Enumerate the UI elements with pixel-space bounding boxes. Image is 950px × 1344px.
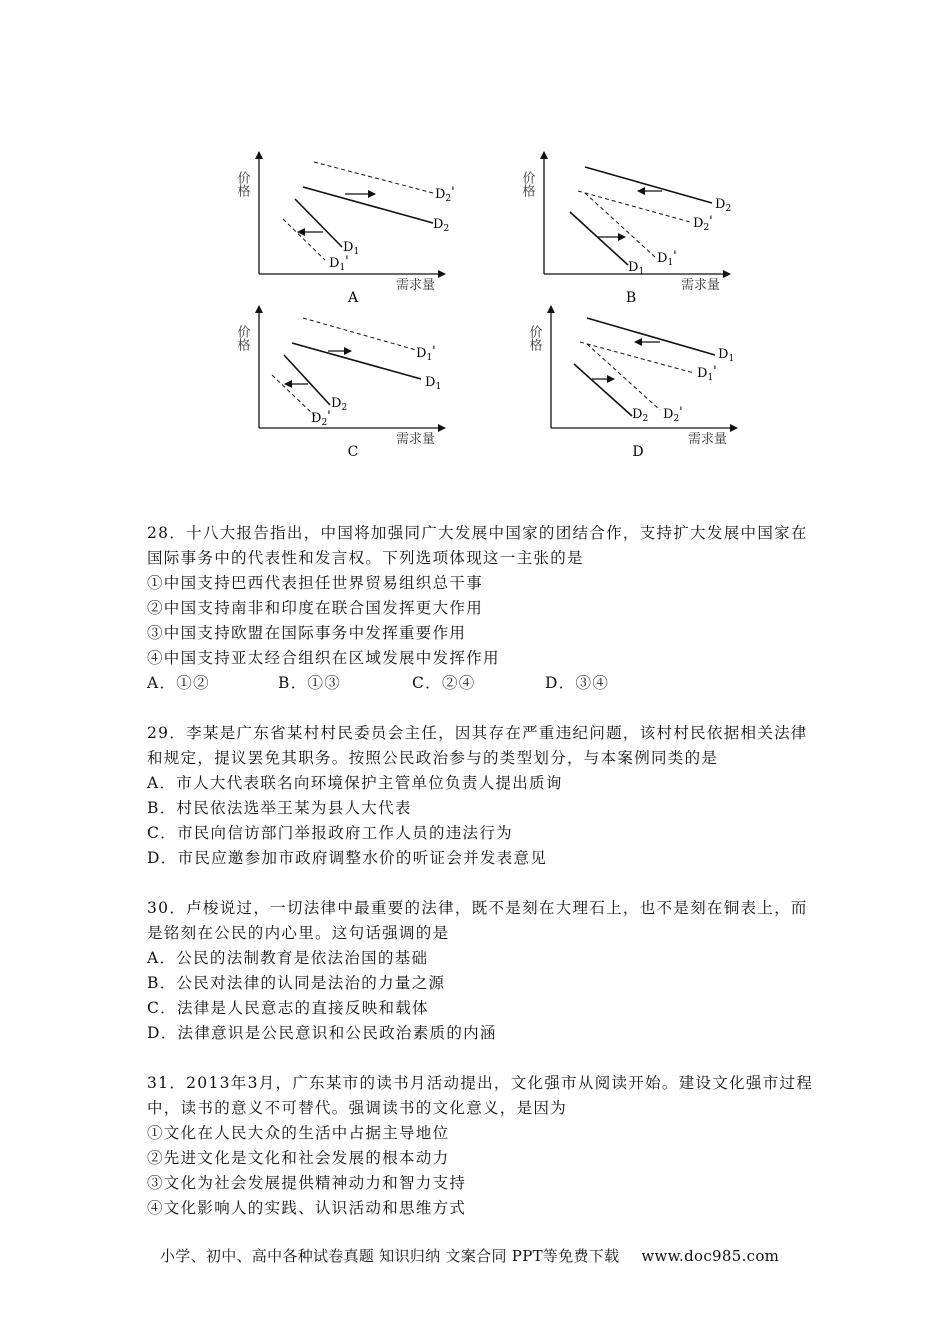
curve-label-subscript: 2	[642, 414, 649, 424]
question-line: 是铭刻在公民的内心里。这句话强调的是	[147, 924, 450, 942]
curve-label-base: D	[343, 240, 354, 255]
option-c: C．市民向信访部门举报政府工作人员的违法行为	[147, 824, 513, 842]
shifted-demand-curve	[283, 219, 325, 260]
curve-label-subscript: 1	[638, 267, 645, 277]
statement-3: ③中国支持欧盟在国际事务中发挥重要作用	[147, 624, 467, 642]
curve-label-base: D	[311, 411, 322, 426]
curve-label-base: D	[416, 346, 427, 361]
x-axis-label: 需求量	[396, 278, 436, 293]
demand-curve	[303, 187, 433, 223]
curve-label	[329, 254, 349, 273]
question-area	[147, 521, 827, 1246]
question-line: 29．李某是广东省某村村民委员会主任，因其存在严重违纪问题，该村村民依据相关法律	[147, 724, 808, 742]
question-30	[147, 896, 827, 1046]
curve-label	[416, 344, 436, 363]
x-axis-label: 需求量	[688, 432, 728, 447]
question-31	[147, 1071, 827, 1221]
curve-label-base: D	[697, 366, 708, 381]
question-line: 28．十八大报告指出，中国将加强同广大发展中国家的团结合作，支持扩大发展中国家在	[147, 524, 808, 542]
shifted-demand-curve	[303, 318, 416, 350]
demand-curve	[587, 318, 715, 355]
curve-label-base: D	[657, 251, 668, 266]
shifted-demand-curve	[578, 191, 690, 222]
curve-label	[628, 260, 644, 277]
demand-curve	[284, 355, 330, 405]
curve-label-prime: '	[451, 185, 455, 200]
y-axis-label: 价格	[234, 325, 250, 351]
curve-label-subscript: 2	[443, 224, 450, 234]
question-line: 和规定，提议罢免其职务。按照公民政治参与的类型划分，与本案例同类的是	[147, 749, 719, 767]
option-a: A．市人大代表联名向环境保护主管单位负责人提出质询	[147, 774, 563, 792]
question-28	[147, 521, 827, 696]
curve-label-subscript: 2	[703, 223, 710, 233]
panel-d	[527, 306, 738, 460]
option-c: C．法律是人民意志的直接反映和载体	[147, 999, 429, 1017]
option-a: A．公民的法制教育是依法治国的基础	[147, 949, 429, 967]
curve-label-subscript: 1	[728, 354, 735, 364]
curve-label-subscript: 1	[353, 247, 360, 257]
x-axis-label: 需求量	[681, 278, 721, 293]
footer-text: 小学、初中、高中各种试卷真题 知识归纳 文案合同 PPT等免费下载	[160, 1247, 620, 1265]
panel-caption: B	[625, 290, 637, 306]
curve-label-base: D	[329, 256, 340, 271]
curve-label-subscript: 1	[435, 382, 442, 392]
curve-label	[425, 375, 441, 392]
option-d: D．③④	[545, 674, 610, 692]
demand-curve	[295, 199, 342, 247]
shifted-demand-curve	[314, 162, 433, 193]
statement-3: ③文化为社会发展提供精神动力和智力支持	[147, 1174, 467, 1192]
curve-label-base: D	[693, 216, 704, 231]
curve-label	[331, 396, 347, 413]
curve-label-subscript: 1	[667, 258, 674, 268]
question-line: 中，读书的意义不可替代。强调读书的文化意义，是因为	[147, 1099, 568, 1117]
demand-curve	[585, 167, 712, 203]
panel-a	[235, 152, 455, 306]
curve-label	[435, 185, 455, 204]
statement-2: ②先进文化是文化和社会发展的根本动力	[147, 1149, 450, 1167]
curve-label-prime: '	[345, 254, 349, 269]
option-d: D．市民应邀参加市政府调整水价的听证会并发表意见	[147, 849, 548, 867]
statement-2: ②中国支持南非和印度在联合国发挥更大作用	[147, 599, 484, 617]
demand-curve	[292, 343, 421, 379]
panel-caption: A	[347, 290, 359, 306]
curve-label-subscript: 2	[445, 194, 452, 204]
curve-label-prime: '	[679, 405, 683, 420]
curve-label-base: D	[331, 396, 342, 411]
statement-4: ④文化影响人的实践、认识活动和思维方式	[147, 1199, 467, 1217]
x-axis-label: 需求量	[396, 432, 436, 447]
curve-label-prime: '	[709, 214, 713, 229]
curve-label	[715, 197, 731, 214]
demand-curve	[570, 212, 628, 265]
curve-label-base: D	[628, 260, 639, 275]
option-b: B．公民对法律的认同是法治的力量之源	[147, 974, 446, 992]
statement-1: ①中国支持巴西代表担任世界贸易组织总干事	[147, 574, 484, 592]
curve-label	[632, 407, 648, 424]
curve-label	[311, 409, 331, 428]
y-axis-label: 价格	[526, 325, 542, 351]
curve-label-base: D	[663, 407, 674, 422]
answer-options	[147, 671, 827, 696]
panel-caption: D	[632, 444, 644, 460]
footer	[160, 1245, 779, 1266]
demand-curve	[574, 364, 632, 416]
curve-label-base: D	[433, 217, 444, 232]
curve-label	[433, 217, 449, 234]
footer-url[interactable]: www.doc985.com	[641, 1247, 780, 1265]
y-axis-label: 价格	[234, 171, 250, 197]
panel-c	[235, 306, 446, 460]
question-29	[147, 721, 827, 871]
curve-label-subscript: 1	[339, 263, 346, 273]
curve-label-subscript: 1	[707, 373, 714, 383]
question-line: 31．2013年3月，广东某市的读书月活动提出，文化强市从阅读开始。建设文化强市过程	[147, 1074, 814, 1092]
curve-label-prime: '	[327, 409, 331, 424]
option-c: C．②④	[412, 674, 476, 692]
curve-label-base: D	[425, 375, 436, 390]
curve-label-subscript: 1	[426, 353, 433, 363]
curve-label	[693, 214, 713, 233]
curve-label-base: D	[632, 407, 643, 422]
curve-label	[697, 364, 717, 383]
curve-label-subscript: 2	[321, 418, 328, 428]
curve-label-subscript: 2	[673, 414, 680, 424]
question-line: 30．卢梭说过，一切法律中最重要的法律，既不是刻在大理石上，也不是刻在铜表上，而	[147, 899, 808, 917]
curve-label-subscript: 2	[341, 403, 348, 413]
curve-label-base: D	[715, 197, 726, 212]
panel-caption: C	[347, 444, 359, 460]
curve-label-base: D	[435, 187, 446, 202]
option-d: D．法律意识是公民意识和公民政治素质的内涵	[147, 1024, 497, 1042]
curve-label-prime: '	[673, 249, 677, 264]
y-axis-label: 价格	[519, 171, 535, 197]
question-line: 国际事务中的代表性和发言权。下列选项体现这一主张的是	[147, 549, 584, 567]
curve-label-base: D	[718, 347, 729, 362]
option-b: B．村民依法选举王某为县人大代表	[147, 799, 412, 817]
curve-label	[663, 405, 683, 424]
curve-label-prime: '	[432, 344, 436, 359]
option-b: B．①③	[278, 674, 342, 692]
curve-label-subscript: 2	[725, 204, 732, 214]
statement-4: ④中国支持亚太经合组织在区域发展中发挥作用	[147, 649, 500, 667]
option-a: A．①②	[147, 674, 210, 692]
curve-label	[657, 249, 677, 268]
statement-1: ①文化在人民大众的生活中占据主导地位	[147, 1124, 450, 1142]
shifted-demand-curve	[580, 342, 694, 373]
demand-curve-figure	[0, 0, 950, 480]
panel-b	[520, 152, 732, 306]
curve-label-prime: '	[713, 364, 717, 379]
curve-label	[718, 347, 734, 364]
